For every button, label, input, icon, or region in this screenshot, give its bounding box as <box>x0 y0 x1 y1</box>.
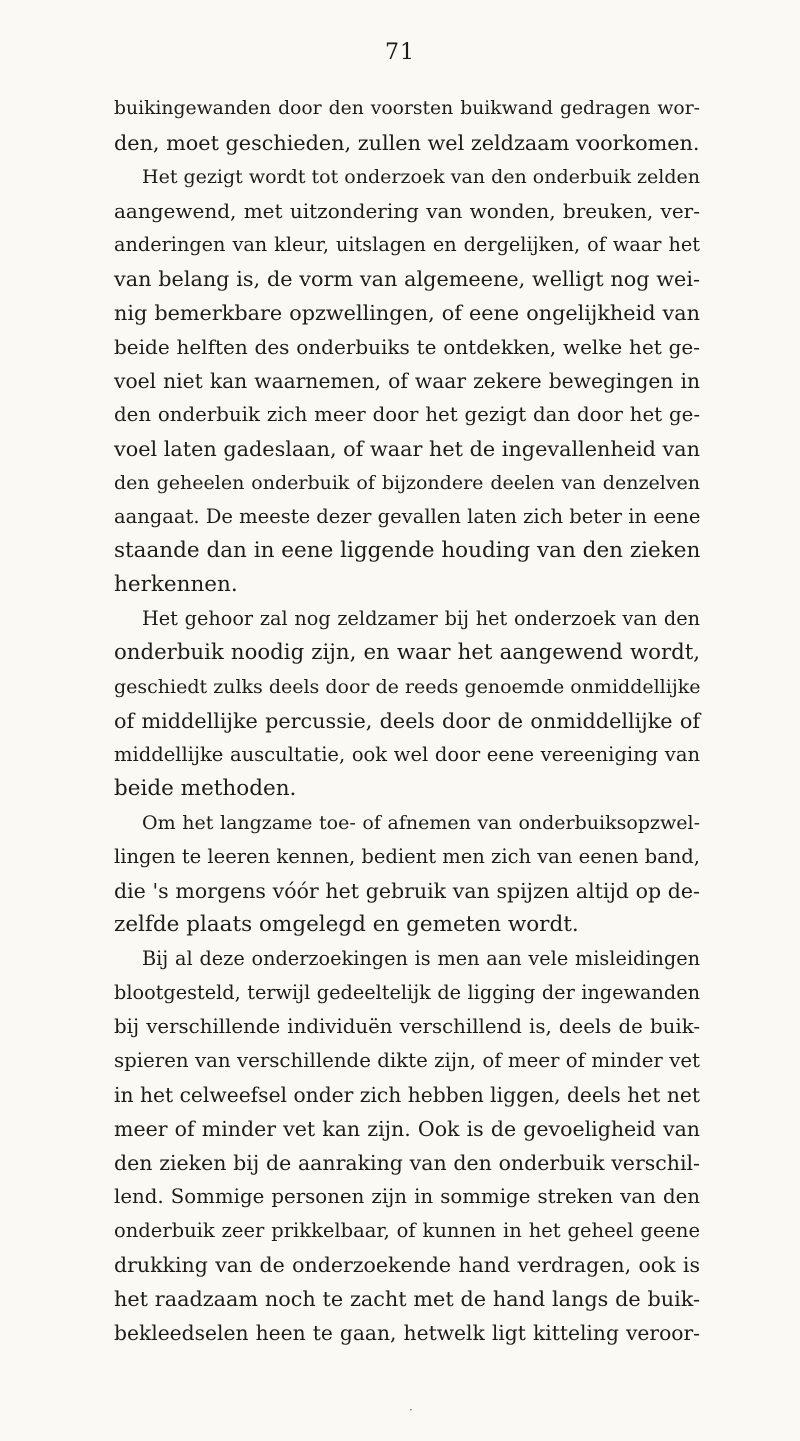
text-line: herkennen. <box>114 572 238 597</box>
text-line: beide helften des onderbuiks te ontdekken, welke het ge- <box>114 335 700 359</box>
text-line: Het gezigt wordt tot onderzoek van den onderbuik zelden <box>142 166 700 188</box>
text-line: buikingewanden door den voorsten buikwand gedragen wor- <box>114 98 700 119</box>
text-line: lingen te leeren kennen, bedient men zich van eenen band, <box>114 845 700 868</box>
text-line: die 's morgens vóór het gebruik van spijzen altijd op de- <box>114 879 700 903</box>
text-line: den zieken bij de aanraking van den onderbuik verschil- <box>114 1151 700 1175</box>
text-line: aangaat. De meeste dezer gevallen laten zich beter in eene <box>114 505 701 528</box>
text-line: drukking van de onderzoekende hand verdragen, ook is <box>114 1253 700 1277</box>
text-line: voel laten gadeslaan, of waar het de ingevallenheid van <box>114 437 700 461</box>
text-line: Om het langzame toe- of afnemen van onderbuiksopzwel- <box>142 812 700 834</box>
text-line: Het gehoor zal nog zeldzamer bij het onderzoek van den <box>142 607 700 630</box>
text-line: bij verschillende individuën verschillend is, deels de buik- <box>114 1015 700 1038</box>
text-line: staande dan in eene liggende houding van den zieken <box>114 538 701 563</box>
text-line: aangewend, met uitzondering van wonden, breuken, ver- <box>114 199 700 223</box>
text-line: zelfde plaats omgelegd en gemeten wordt. <box>114 912 579 937</box>
text-line: onderbuik zeer prikkelbaar, of kunnen in het geheel geene <box>114 1219 700 1242</box>
text-line: beide methoden. <box>114 776 297 801</box>
text-line: den, moet geschieden, zullen wel zeldzaam voorkomen. <box>114 131 700 155</box>
text-line: Bij al deze onderzoekingen is men aan vele misleidingen <box>142 947 700 970</box>
text-line: blootgesteld, terwijl gedeeltelijk de ligging der ingewanden <box>114 981 700 1004</box>
text-line: den onderbuik zich meer door het gezigt dan door het ge- <box>114 403 700 426</box>
text-line: of middellijke percussie, deels door de onmiddellijke of <box>114 709 700 733</box>
text-line: onderbuik noodig zijn, en waar het aangewend wordt, <box>114 640 700 665</box>
text-line: lend. Sommige personen zijn in sommige streken van den <box>114 1185 700 1208</box>
text-line: nig bemerkbare opzwellingen, of eene ongelijkheid van <box>114 301 700 325</box>
text-line: geschiedt zulks deels door de reeds genoemde onmiddellijke <box>114 676 701 698</box>
text-line: voel niet kan waarnemen, of waar zekere bewegingen in <box>114 369 700 393</box>
page-number: 71 <box>385 40 415 65</box>
text-line: meer of minder vet kan zijn. Ook is de gevoeligheid van <box>114 1117 700 1141</box>
text-line: het raadzaam noch te zacht met de hand langs de buik- <box>114 1287 700 1311</box>
text-line: den geheelen onderbuik of bijzondere deelen van denzelven <box>114 472 700 494</box>
text-line: van belang is, de vorm van algemeene, welligt nog wei- <box>114 267 700 291</box>
text-line: in het celweefsel onder zich hebben liggen, deels het net <box>114 1083 700 1107</box>
print-speck: · <box>409 1403 413 1417</box>
text-line: bekleedselen heen te gaan, hetwelk ligt kitteling veroor- <box>114 1321 700 1345</box>
text-line: anderingen van kleur, uitslagen en dergelijken, of waar het <box>114 233 700 256</box>
text-line: spieren van verschillende dikte zijn, of meer of minder vet <box>114 1049 700 1072</box>
text-line: middellijke auscultatie, ook wel door eene vereeniging van <box>114 743 700 766</box>
